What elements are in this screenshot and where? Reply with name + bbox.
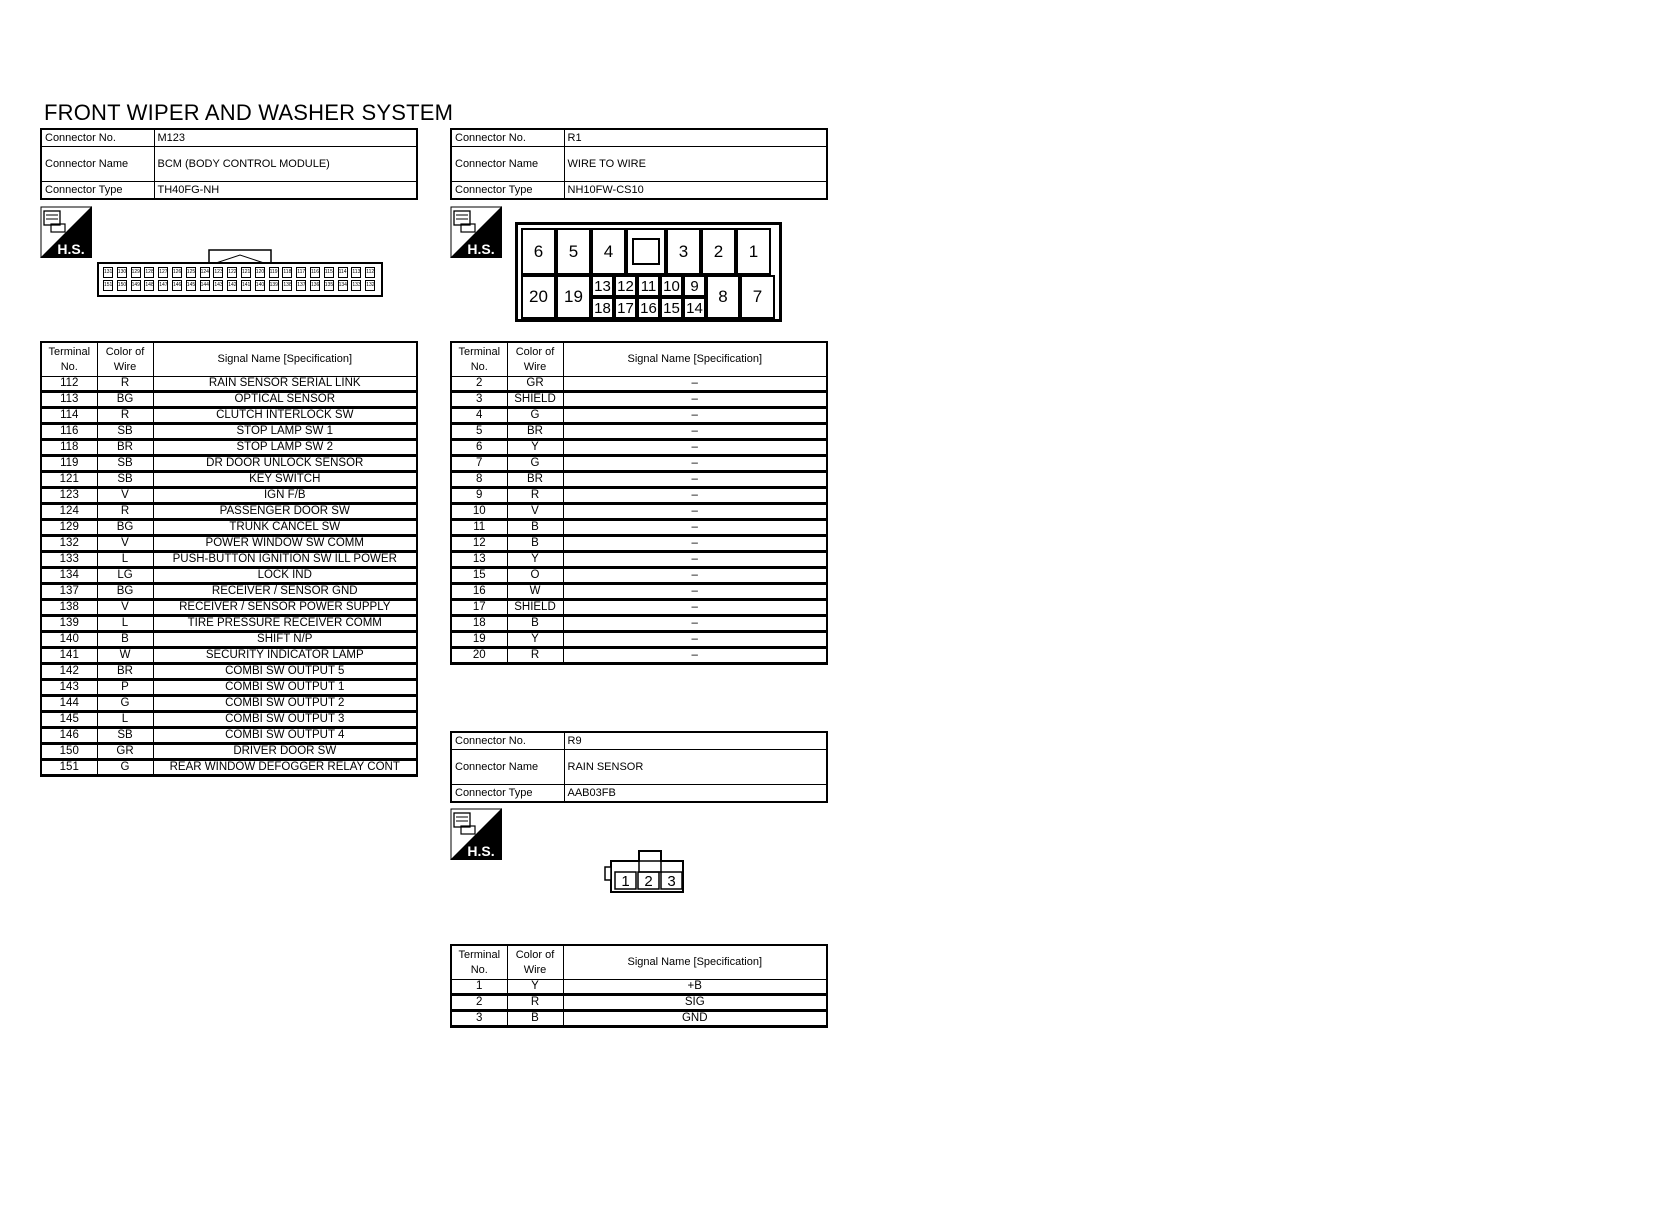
- signal-name-cell: POWER WINDOW SW COMM: [153, 536, 417, 552]
- signal-name-header: Signal Name [Specification]: [563, 342, 827, 377]
- terminal-no-cell: 8: [451, 472, 507, 488]
- signal-name-cell: COMBI SW OUTPUT 4: [153, 728, 417, 744]
- table-row: [41, 440, 417, 456]
- table-row: [41, 696, 417, 712]
- wire-color-cell: BR: [507, 424, 563, 440]
- signal-name-cell: COMBI SW OUTPUT 5: [153, 664, 417, 680]
- table-row: [451, 504, 827, 520]
- connector-no-label: Connector No.: [41, 129, 154, 147]
- table-row: [451, 552, 827, 568]
- m123-pin: 143: [213, 280, 223, 291]
- m123-pin: 136: [310, 280, 320, 291]
- r9-pin-1: 1: [621, 873, 630, 890]
- signal-name-header: Signal Name [Specification]: [153, 342, 417, 377]
- connector-type-label: Connector Type: [451, 785, 564, 803]
- table-row: [41, 456, 417, 472]
- wire-color-cell: BG: [97, 584, 153, 600]
- connector-no-label: Connector No.: [451, 129, 564, 147]
- hs-label: H.S.: [467, 843, 495, 859]
- signal-name-cell: DR DOOR UNLOCK SENSOR: [153, 456, 417, 472]
- wire-color-cell: B: [507, 1011, 563, 1027]
- m123-connector-no: M123: [154, 129, 417, 147]
- terminal-no-cell: 15: [451, 568, 507, 584]
- table-row: [41, 568, 417, 584]
- m123-pin: 146: [172, 280, 182, 291]
- r9-pin-2: 2: [644, 873, 653, 890]
- m123-pin: 134: [338, 280, 348, 291]
- table-row: [451, 632, 827, 648]
- table-row: [451, 472, 827, 488]
- wire-color-cell: BG: [97, 392, 153, 408]
- table-row: [451, 408, 827, 424]
- table-row: [451, 568, 827, 584]
- table-row: [451, 456, 827, 472]
- r9-connector-name: RAIN SENSOR: [564, 750, 827, 785]
- m123-pin: 115: [324, 267, 334, 278]
- r1-pin: 2: [701, 228, 736, 275]
- table-row: [451, 424, 827, 440]
- m123-pin: 141: [241, 280, 251, 291]
- table-row: [41, 377, 417, 392]
- terminal-no-cell: 143: [41, 680, 97, 696]
- terminal-no-cell: 150: [41, 744, 97, 760]
- signal-name-cell: RECEIVER / SENSOR POWER SUPPLY: [153, 600, 417, 616]
- m123-pin: 126: [172, 267, 182, 278]
- page-title: FRONT WIPER AND WASHER SYSTEM: [44, 100, 454, 125]
- r1-info-table: [450, 128, 828, 200]
- r1-pin: 17: [614, 297, 637, 319]
- m123-pin: 132: [365, 280, 375, 291]
- wire-color-cell: V: [507, 504, 563, 520]
- wire-color-cell: SHIELD: [507, 392, 563, 408]
- wire-color-cell: B: [507, 616, 563, 632]
- connector-name-label: Connector Name: [41, 147, 154, 182]
- signal-name-cell: –: [563, 392, 827, 408]
- m123-pin: 129: [131, 267, 141, 278]
- wire-color-cell: Y: [507, 632, 563, 648]
- r1-pin: 12: [614, 275, 637, 297]
- r1-connector-face: [515, 222, 782, 322]
- m123-pin: 119: [269, 267, 279, 278]
- color-of-wire-header: Color of Wire: [507, 342, 563, 377]
- signal-name-cell: DRIVER DOOR SW: [153, 744, 417, 760]
- wire-color-cell: BR: [97, 664, 153, 680]
- m123-pin: 128: [144, 267, 154, 278]
- terminal-no-cell: 18: [451, 616, 507, 632]
- table-row: [41, 600, 417, 616]
- table-row: [451, 1011, 827, 1027]
- table-row: [451, 980, 827, 995]
- m123-pin: 142: [227, 280, 237, 291]
- terminal-no-cell: 116: [41, 424, 97, 440]
- m123-pin: 122: [227, 267, 237, 278]
- terminal-no-cell: 19: [451, 632, 507, 648]
- table-row: [451, 616, 827, 632]
- m123-pin: 131: [103, 267, 113, 278]
- terminal-no-cell: 132: [41, 536, 97, 552]
- terminal-no-cell: 141: [41, 648, 97, 664]
- m123-pin: 116: [310, 267, 320, 278]
- m123-pin: 121: [241, 267, 251, 278]
- signal-name-cell: –: [563, 552, 827, 568]
- wire-color-cell: SB: [97, 424, 153, 440]
- signal-name-cell: SHIFT N/P: [153, 632, 417, 648]
- wire-color-cell: SB: [97, 472, 153, 488]
- signal-name-cell: –: [563, 616, 827, 632]
- m123-pin: 114: [338, 267, 348, 278]
- table-row: [451, 488, 827, 504]
- r1-key-slot: [626, 228, 666, 275]
- r1-pin: 19: [556, 275, 591, 319]
- terminal-no-cell: 16: [451, 584, 507, 600]
- table-row: [41, 744, 417, 760]
- signal-name-cell: PASSENGER DOOR SW: [153, 504, 417, 520]
- wire-color-cell: R: [97, 377, 153, 392]
- signal-name-cell: RAIN SENSOR SERIAL LINK: [153, 377, 417, 392]
- signal-name-cell: –: [563, 648, 827, 664]
- m123-pin: 150: [117, 280, 127, 291]
- r1-pin: 8: [706, 275, 740, 319]
- terminal-no-cell: 13: [451, 552, 507, 568]
- signal-name-cell: KEY SWITCH: [153, 472, 417, 488]
- m123-pin: 133: [351, 280, 361, 291]
- signal-name-cell: –: [563, 377, 827, 392]
- signal-name-cell: REAR WINDOW DEFOGGER RELAY CONT: [153, 760, 417, 776]
- signal-name-cell: –: [563, 536, 827, 552]
- signal-name-cell: TIRE PRESSURE RECEIVER COMM: [153, 616, 417, 632]
- r9-terminal-table: [450, 944, 828, 1028]
- signal-name-cell: –: [563, 584, 827, 600]
- wire-color-cell: G: [97, 696, 153, 712]
- table-row: [41, 664, 417, 680]
- wire-color-cell: G: [507, 456, 563, 472]
- r1-key-slot-inner: [632, 238, 660, 265]
- table-row: [41, 632, 417, 648]
- table-row: [41, 392, 417, 408]
- r1-pin: 18: [591, 297, 614, 319]
- r1-pin: 15: [660, 297, 683, 319]
- table-row: [41, 520, 417, 536]
- wire-color-cell: LG: [97, 568, 153, 584]
- connector-no-label: Connector No.: [451, 732, 564, 750]
- wire-color-cell: B: [507, 536, 563, 552]
- signal-name-cell: –: [563, 424, 827, 440]
- m123-pin: 130: [117, 267, 127, 278]
- signal-name-cell: STOP LAMP SW 2: [153, 440, 417, 456]
- signal-name-cell: SECURITY INDICATOR LAMP: [153, 648, 417, 664]
- terminal-no-cell: 139: [41, 616, 97, 632]
- signal-name-cell: –: [563, 408, 827, 424]
- m123-pin: 112: [365, 267, 375, 278]
- m123-pin: 135: [324, 280, 334, 291]
- terminal-no-cell: 142: [41, 664, 97, 680]
- wire-color-cell: G: [97, 760, 153, 776]
- wire-color-cell: P: [97, 680, 153, 696]
- wire-color-cell: BR: [97, 440, 153, 456]
- terminal-no-cell: 3: [451, 392, 507, 408]
- wire-color-cell: W: [97, 648, 153, 664]
- signal-name-cell: STOP LAMP SW 1: [153, 424, 417, 440]
- table-row: [451, 377, 827, 392]
- signal-name-cell: CLUTCH INTERLOCK SW: [153, 408, 417, 424]
- table-row: [41, 552, 417, 568]
- table-row: [41, 408, 417, 424]
- terminal-no-cell: 9: [451, 488, 507, 504]
- signal-name-cell: +B: [563, 980, 827, 995]
- terminal-no-cell: 2: [451, 995, 507, 1011]
- table-row: [451, 648, 827, 664]
- m123-terminal-table: [40, 341, 418, 777]
- signal-name-cell: –: [563, 472, 827, 488]
- terminal-no-cell: 114: [41, 408, 97, 424]
- table-row: [451, 995, 827, 1011]
- signal-name-cell: –: [563, 456, 827, 472]
- r1-pin: 14: [683, 297, 706, 319]
- m123-pin: 144: [200, 280, 210, 291]
- terminal-no-cell: 12: [451, 536, 507, 552]
- wire-color-cell: BR: [507, 472, 563, 488]
- terminal-no-cell: 129: [41, 520, 97, 536]
- table-row: [41, 536, 417, 552]
- table-row: [451, 392, 827, 408]
- terminal-no-cell: 138: [41, 600, 97, 616]
- terminal-no-cell: 1: [451, 980, 507, 995]
- signal-name-cell: –: [563, 504, 827, 520]
- color-of-wire-header: Color of Wire: [97, 342, 153, 377]
- terminal-no-cell: 3: [451, 1011, 507, 1027]
- connector-name-label: Connector Name: [451, 750, 564, 785]
- wire-color-cell: V: [97, 536, 153, 552]
- r1-connector-type: NH10FW-CS10: [564, 182, 827, 200]
- terminal-no-cell: 20: [451, 648, 507, 664]
- terminal-no-cell: 140: [41, 632, 97, 648]
- wire-color-cell: O: [507, 568, 563, 584]
- wire-color-cell: SB: [97, 728, 153, 744]
- wire-color-cell: B: [97, 632, 153, 648]
- wire-color-cell: Y: [507, 552, 563, 568]
- hs-label: H.S.: [467, 241, 495, 257]
- m123-pin: 151: [103, 280, 113, 291]
- table-row: [41, 424, 417, 440]
- terminal-no-cell: 6: [451, 440, 507, 456]
- terminal-no-cell: 146: [41, 728, 97, 744]
- wire-color-cell: L: [97, 552, 153, 568]
- signal-name-header: Signal Name [Specification]: [563, 945, 827, 980]
- r1-terminal-table: [450, 341, 828, 665]
- signal-name-cell: COMBI SW OUTPUT 3: [153, 712, 417, 728]
- hs-label: H.S.: [57, 241, 85, 257]
- r1-pin: 16: [637, 297, 660, 319]
- table-row: [451, 536, 827, 552]
- r1-pin: 13: [591, 275, 614, 297]
- r1-pin: 9: [683, 275, 706, 297]
- connector-type-label: Connector Type: [41, 182, 154, 200]
- r9-connector-face: [603, 848, 693, 898]
- signal-name-cell: –: [563, 520, 827, 536]
- wire-color-cell: R: [507, 648, 563, 664]
- m123-pin: 147: [158, 280, 168, 291]
- r1-pin: 1: [736, 228, 771, 275]
- terminal-no-cell: 124: [41, 504, 97, 520]
- m123-pin: 124: [200, 267, 210, 278]
- terminal-no-cell: 11: [451, 520, 507, 536]
- m123-pin: 137: [296, 280, 306, 291]
- terminal-no-cell: 144: [41, 696, 97, 712]
- m123-pin: 113: [351, 267, 361, 278]
- terminal-no-cell: 119: [41, 456, 97, 472]
- table-row: [41, 504, 417, 520]
- terminal-no-cell: 10: [451, 504, 507, 520]
- wire-color-cell: B: [507, 520, 563, 536]
- r1-connector-no: R1: [564, 129, 827, 147]
- signal-name-cell: COMBI SW OUTPUT 2: [153, 696, 417, 712]
- wire-color-cell: R: [507, 488, 563, 504]
- terminal-no-header: Terminal No.: [451, 342, 507, 377]
- wire-color-cell: GR: [97, 744, 153, 760]
- terminal-no-cell: 4: [451, 408, 507, 424]
- signal-name-cell: GND: [563, 1011, 827, 1027]
- wire-color-cell: SB: [97, 456, 153, 472]
- terminal-no-cell: 134: [41, 568, 97, 584]
- wire-color-cell: R: [97, 504, 153, 520]
- m123-pin: 148: [144, 280, 154, 291]
- terminal-no-cell: 145: [41, 712, 97, 728]
- r1-pin: 7: [740, 275, 775, 319]
- wire-color-cell: G: [507, 408, 563, 424]
- m123-pin: 139: [269, 280, 279, 291]
- r9-connector-type: AAB03FB: [564, 785, 827, 803]
- r1-pin: 10: [660, 275, 683, 297]
- terminal-no-cell: 121: [41, 472, 97, 488]
- r1-connector-name: WIRE TO WIRE: [564, 147, 827, 182]
- table-row: [41, 648, 417, 664]
- m123-pin: 125: [186, 267, 196, 278]
- terminal-no-cell: 118: [41, 440, 97, 456]
- signal-name-cell: TRUNK CANCEL SW: [153, 520, 417, 536]
- m123-connector-name: BCM (BODY CONTROL MODULE): [154, 147, 417, 182]
- signal-name-cell: OPTICAL SENSOR: [153, 392, 417, 408]
- r9-info-table: [450, 731, 828, 803]
- r1-pin: 11: [637, 275, 660, 297]
- wire-color-cell: L: [97, 616, 153, 632]
- signal-name-cell: RECEIVER / SENSOR GND: [153, 584, 417, 600]
- table-row: [41, 488, 417, 504]
- signal-name-cell: –: [563, 568, 827, 584]
- connector-name-label: Connector Name: [451, 147, 564, 182]
- terminal-no-cell: 113: [41, 392, 97, 408]
- terminal-no-header: Terminal No.: [41, 342, 97, 377]
- signal-name-cell: PUSH-BUTTON IGNITION SW ILL POWER: [153, 552, 417, 568]
- terminal-no-cell: 133: [41, 552, 97, 568]
- signal-name-cell: –: [563, 600, 827, 616]
- m123-pin: 118: [282, 267, 292, 278]
- m123-pin: 149: [131, 280, 141, 291]
- terminal-no-cell: 151: [41, 760, 97, 776]
- m123-pin: 123: [213, 267, 223, 278]
- table-row: [451, 520, 827, 536]
- terminal-no-cell: 7: [451, 456, 507, 472]
- table-row: [451, 584, 827, 600]
- m123-pin: 120: [255, 267, 265, 278]
- m123-pin: 117: [296, 267, 306, 278]
- m123-connector-face: [97, 262, 383, 297]
- wire-color-cell: L: [97, 712, 153, 728]
- table-row: [41, 680, 417, 696]
- connector-type-label: Connector Type: [451, 182, 564, 200]
- r1-pin: 4: [591, 228, 626, 275]
- m123-connector-type: TH40FG-NH: [154, 182, 417, 200]
- r1-pin: 20: [521, 275, 556, 319]
- m123-pin: 138: [282, 280, 292, 291]
- wire-color-cell: V: [97, 488, 153, 504]
- wire-color-cell: R: [97, 408, 153, 424]
- terminal-no-header: Terminal No.: [451, 945, 507, 980]
- signal-name-cell: –: [563, 440, 827, 456]
- wire-color-cell: GR: [507, 377, 563, 392]
- table-row: [41, 712, 417, 728]
- signal-name-cell: –: [563, 632, 827, 648]
- color-of-wire-header: Color of Wire: [507, 945, 563, 980]
- m123-pin: 127: [158, 267, 168, 278]
- table-row: [41, 472, 417, 488]
- hs-connector-icon: [450, 808, 502, 860]
- wire-color-cell: Y: [507, 440, 563, 456]
- table-row: [451, 600, 827, 616]
- signal-name-cell: COMBI SW OUTPUT 1: [153, 680, 417, 696]
- hs-connector-icon: [450, 206, 502, 258]
- terminal-no-cell: 5: [451, 424, 507, 440]
- wire-color-cell: SHIELD: [507, 600, 563, 616]
- m123-pin: 140: [255, 280, 265, 291]
- terminal-no-cell: 17: [451, 600, 507, 616]
- terminal-no-cell: 112: [41, 377, 97, 392]
- m123-info-table: [40, 128, 418, 200]
- r1-pin: 3: [666, 228, 701, 275]
- table-row: [41, 584, 417, 600]
- signal-name-cell: –: [563, 488, 827, 504]
- table-row: [41, 728, 417, 744]
- table-row: [451, 440, 827, 456]
- wire-color-cell: Y: [507, 980, 563, 995]
- r9-pin-3: 3: [667, 873, 676, 890]
- signal-name-cell: SIG: [563, 995, 827, 1011]
- r9-connector-no: R9: [564, 732, 827, 750]
- r1-pin: 5: [556, 228, 591, 275]
- wire-color-cell: BG: [97, 520, 153, 536]
- terminal-no-cell: 123: [41, 488, 97, 504]
- terminal-no-cell: 137: [41, 584, 97, 600]
- wire-color-cell: R: [507, 995, 563, 1011]
- signal-name-cell: LOCK IND: [153, 568, 417, 584]
- table-row: [41, 616, 417, 632]
- signal-name-cell: IGN F/B: [153, 488, 417, 504]
- terminal-no-cell: 2: [451, 377, 507, 392]
- wire-color-cell: W: [507, 584, 563, 600]
- r1-pin: 6: [521, 228, 556, 275]
- table-row: [41, 760, 417, 776]
- hs-connector-icon: [40, 206, 92, 258]
- m123-pin: 145: [186, 280, 196, 291]
- wire-color-cell: V: [97, 600, 153, 616]
